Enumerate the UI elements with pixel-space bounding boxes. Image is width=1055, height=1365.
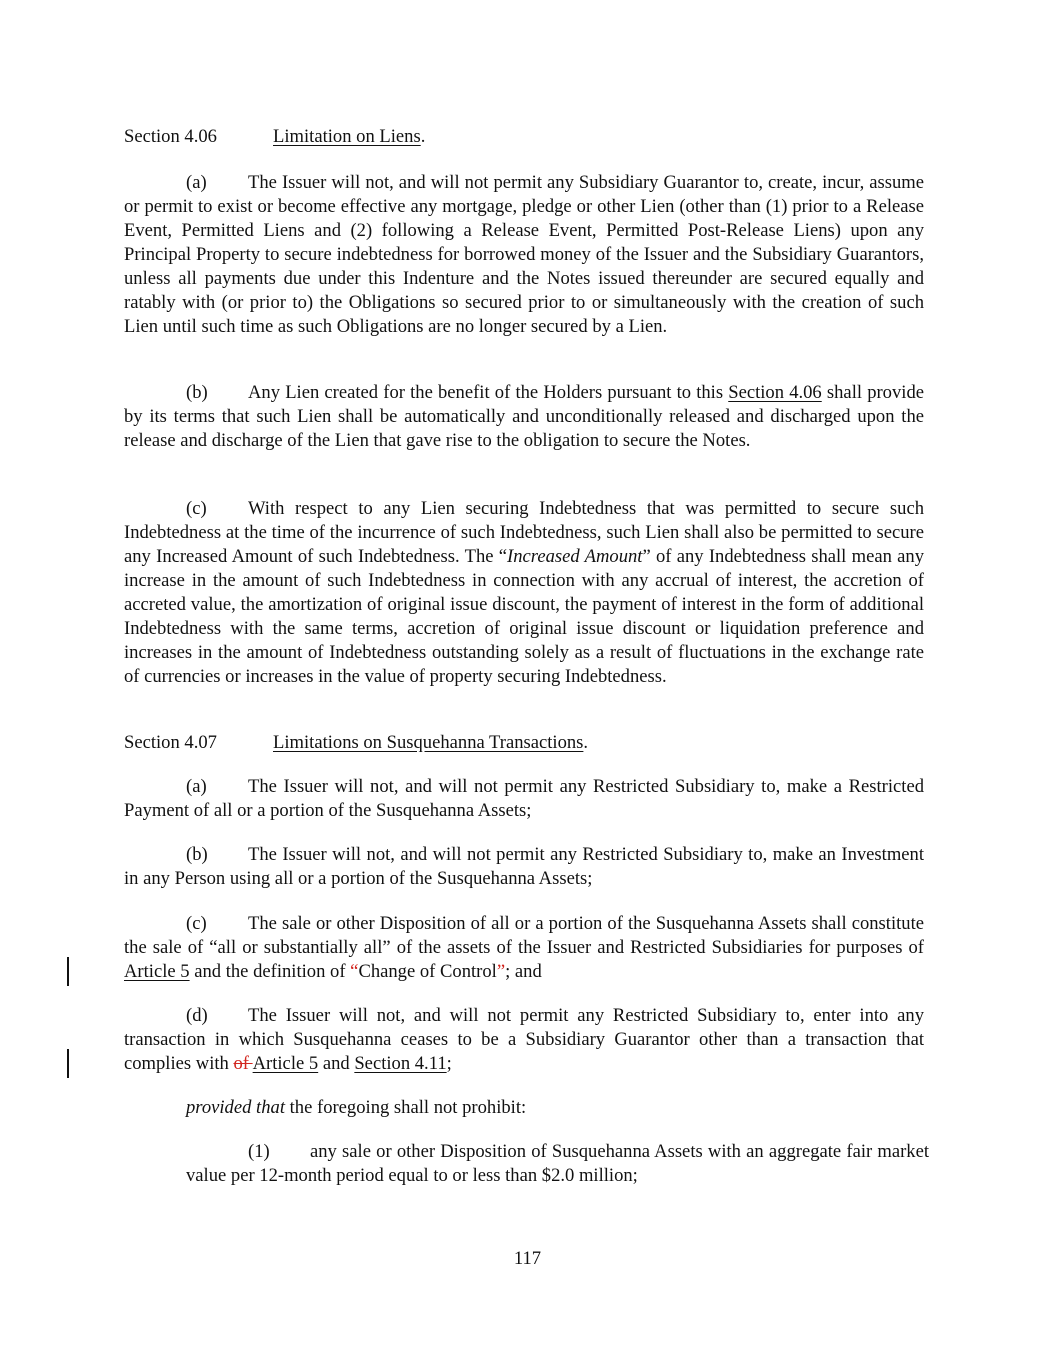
para-text: The sale or other Disposition of all or a portion of the Susquehanna Assets shall constitute the sale of “all or substantially all” of the assets of the Issuer and Restricted Subsidiaries for purposes of	[124, 913, 924, 958]
revision-mark-close-quote: ”	[496, 961, 506, 982]
para-label: (c)	[186, 498, 207, 519]
section-title: Limitation on Liens	[273, 126, 421, 147]
para-label: (a)	[186, 776, 207, 797]
section-4-07-para-a	[124, 775, 924, 823]
item-text: any sale or other Disposition of Susquehanna Assets with an aggregate fair market value per 12-month period equal to or less than $2.0 million;	[186, 1141, 929, 1186]
cross-reference: Article 5	[252, 1053, 319, 1074]
para-text: shall provide by its terms that such Lien shall be automatically and unconditionally released and discharged upon the release and discharge of the Lien that gave rise to the obligation to secure the Notes.	[124, 382, 924, 451]
cross-reference: Section 4.11	[354, 1053, 447, 1074]
para-label: (d)	[186, 1005, 208, 1026]
section-4-06-para-c	[124, 497, 924, 689]
para-text: The Issuer will not, and will not permit any Restricted Subsidiary to, make an Investment in any Person using all or a portion of the Susquehanna Assets;	[124, 844, 924, 889]
section-4-07-heading: Section 4.07 Limitations on Susquehanna Transactions.	[124, 732, 589, 753]
para-label: (b)	[186, 844, 208, 865]
proviso	[186, 1096, 924, 1120]
para-text: With respect to any Lien securing Indebtedness that was permitted to secure such Indebtedness at the time of the incurrence of such Indebtedness, such Lien shall also be permitted to secure any Increased Amount of such Indebtedness. The “	[124, 498, 924, 567]
item-label: (1)	[248, 1141, 270, 1162]
proviso-lead: provided that	[186, 1097, 285, 1118]
para-label: (b)	[186, 382, 208, 403]
para-label: (c)	[186, 913, 207, 934]
section-title: Limitations on Susquehanna Transactions	[273, 732, 584, 753]
section-4-06-para-a	[124, 171, 924, 339]
para-text: ” of any Indebtedness shall mean any increase in the amount of such Indebtedness in connection with any accrual of interest, the accretion of accreted value, the amortization of original issue discount, the payment of interest in the form of additional Indebtedness with the same terms, accretion of original issue discount or liquidation preference and increases in the amount of Indebtedness outstanding solely as a result of fluctuations in the exchange rate of currencies or increases in the value of property securing Indebtedness.	[124, 546, 924, 687]
revision-mark-open-quote: “	[350, 961, 359, 982]
para-text: ; and	[505, 961, 542, 982]
para-text: Any Lien created for the benefit of the Holders pursuant to this	[248, 382, 729, 403]
defined-term: Change of Control	[358, 961, 497, 982]
para-text: The Issuer will not, and will not permit any Restricted Subsidiary to, make a Restricted Payment of all or a portion of the Susquehanna Assets;	[124, 776, 924, 821]
section-4-06-para-b	[124, 381, 924, 453]
section-4-07-para-d	[124, 1004, 924, 1076]
para-text: and	[318, 1053, 355, 1074]
page-number: 117	[513, 1248, 542, 1269]
change-bar	[67, 957, 69, 986]
para-label: (a)	[186, 172, 207, 193]
para-text: The Issuer will not, and will not permit any Restricted Subsidiary to, enter into any transaction in which Susquehanna ceases to be a Subsidiary Guarantor other than a transaction that complies with	[124, 1005, 924, 1074]
defined-term: Increased Amount	[507, 546, 643, 567]
para-text: The Issuer will not, and will not permit any Subsidiary Guarantor to, create, incur, assume or permit to exist or become effective any mortgage, pledge or other Lien (other than (1) prior to a Release Event, Permitted Liens and (2) following a Release Event, Permitted Post-Release Liens) upon any Principal Property to secure indebtedness for borrowed money of the Issuer and the Subsidiary Guarantors, unless all payments due under this Indenture and the Notes issued thereunder are secured equally and ratably with (or prior to) the Obligations so secured prior to or simultaneously with the creation of such Lien until such time as such Obligations are no longer secured by a Lien.	[124, 172, 924, 337]
cross-reference: Article 5	[124, 961, 190, 982]
proviso-text: the foregoing shall not prohibit:	[284, 1097, 527, 1118]
cross-reference: Section 4.06	[728, 382, 822, 403]
section-4-06-heading: Section 4.06 Limitation on Liens.	[124, 126, 426, 147]
list-item-1	[186, 1140, 929, 1188]
section-number: Section 4.07	[124, 732, 217, 753]
para-text: ;	[446, 1053, 452, 1074]
change-bar	[67, 1049, 69, 1078]
section-4-07-para-b	[124, 843, 924, 891]
para-text: and the definition of	[189, 961, 351, 982]
section-number: Section 4.06	[124, 126, 217, 147]
section-4-07-para-c	[124, 912, 924, 984]
deleted-text: of	[233, 1053, 253, 1074]
